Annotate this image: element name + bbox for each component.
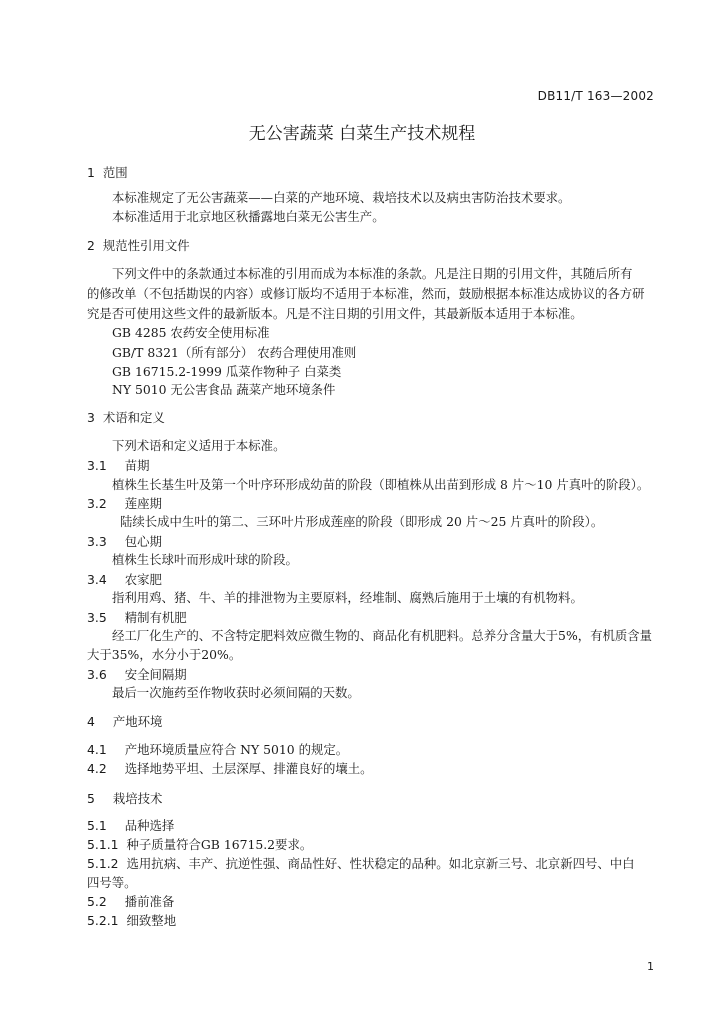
section-number: 2 xyxy=(87,238,95,253)
paragraph-line: 下列文件中的条款通过本标准的引用而成为本标准的条款。凡是注日期的引用文件，其随后所有 xyxy=(112,266,633,281)
term-title: 苗期 xyxy=(124,458,150,473)
section-1-heading xyxy=(87,163,658,183)
paragraph: 本标准规定了无公害蔬菜——白菜的产地环境、栽培技术以及病虫害防治技术要求。 xyxy=(112,190,571,205)
clause xyxy=(87,740,658,760)
section-title: 产地环境 xyxy=(112,714,163,729)
section-title: 范围 xyxy=(102,165,128,180)
term-title: 农家肥 xyxy=(124,572,162,587)
term-heading xyxy=(87,456,658,476)
clause-continuation: 四号等。 xyxy=(87,875,137,890)
clause-number: 5.2 xyxy=(87,894,107,909)
clause xyxy=(87,835,658,855)
reference-item: GB 16715.2-1999 瓜菜作物种子 白菜类 xyxy=(112,364,342,379)
clause xyxy=(87,759,658,779)
section-5-heading xyxy=(87,789,658,809)
section-number: 3 xyxy=(87,410,95,425)
paragraph: 下列术语和定义适用于本标准。 xyxy=(112,438,286,453)
clause-text: 选择地势平坦、土层深厚、排灌良好的壤土。 xyxy=(124,761,373,776)
term-definition: 指利用鸡、猪、牛、羊的排泄物为主要原料，经堆制、腐熟后施用于土壤的有机物料。 xyxy=(112,590,583,605)
term-number: 3.2 xyxy=(87,496,107,511)
term-heading xyxy=(87,532,658,552)
section-3-heading xyxy=(87,408,658,428)
clause-title: 播前准备 xyxy=(124,894,175,909)
term-definition-line: 经工厂化生产的、不含特定肥料效应微生物的、商品化有机肥料。总养分含量大于5%，有机质含量 xyxy=(112,628,653,643)
section-number: 1 xyxy=(87,165,95,180)
section-title: 规范性引用文件 xyxy=(102,238,190,253)
clause-number: 5.1.1 xyxy=(87,837,119,852)
term-title: 精制有机肥 xyxy=(124,610,187,625)
term-definition-line: 大于35%，水分小于20%。 xyxy=(87,647,242,662)
term-number: 3.6 xyxy=(87,667,107,682)
clause-title: 细致整地 xyxy=(126,913,177,928)
term-definition: 最后一次施药至作物收获时必须间隔的天数。 xyxy=(112,685,360,700)
clause-number: 5.2.1 xyxy=(87,913,119,928)
term-heading xyxy=(87,570,658,590)
paragraph-line: 的修改单（不包括勘误的内容）或修订版均不适用于本标准，然而，鼓励根据本标准达成协议的各方研 xyxy=(87,286,645,301)
clause-number: 5.1 xyxy=(87,818,107,833)
term-title: 包心期 xyxy=(124,534,162,549)
term-definition: 陆续长成中生叶的第二、三环叶片形成莲座的阶段（即形成 20 片～25 片真叶的阶段）。 xyxy=(120,514,604,529)
clause-text: 选用抗病、丰产、抗逆性强、商品性好、性状稳定的品种。如北京新三号、北京新四号、中白 xyxy=(126,856,635,871)
clause xyxy=(87,854,658,874)
term-heading xyxy=(87,665,658,685)
paragraph: 本标准适用于北京地区秋播露地白菜无公害生产。 xyxy=(112,209,385,224)
clause-text: 产地环境质量应符合 NY 5010 的规定。 xyxy=(124,742,349,757)
document-code: DB11/T 163—2002 xyxy=(537,89,654,103)
clause-heading xyxy=(87,911,658,931)
page-number: 1 xyxy=(647,960,654,973)
term-title: 莲座期 xyxy=(124,496,162,511)
term-title: 安全间隔期 xyxy=(124,667,187,682)
term-number: 3.4 xyxy=(87,572,107,587)
section-title: 术语和定义 xyxy=(102,410,165,425)
term-heading xyxy=(87,494,658,514)
clause-text: 种子质量符合GB 16715.2要求。 xyxy=(126,837,313,852)
paragraph-line: 究是否可使用这些文件的最新版本。凡是不注日期的引用文件，其最新版本适用于本标准。 xyxy=(87,306,583,321)
reference-item: GB/T 8321（所有部分） 农药合理使用准则 xyxy=(112,345,357,360)
clause-number: 4.2 xyxy=(87,761,107,776)
reference-item: NY 5010 无公害食品 蔬菜产地环境条件 xyxy=(112,382,336,397)
section-number: 5 xyxy=(87,791,95,806)
clause-number: 5.1.2 xyxy=(87,856,119,871)
term-definition: 植株生长基生叶及第一个叶序环形成幼苗的阶段（即植株从出苗到形成 8 片～10 片真叶的阶段）。 xyxy=(112,477,650,492)
clause-heading xyxy=(87,892,658,912)
clause-heading xyxy=(87,816,658,836)
term-number: 3.1 xyxy=(87,458,107,473)
section-4-heading xyxy=(87,712,658,732)
clause-title: 品种选择 xyxy=(124,818,175,833)
section-number: 4 xyxy=(87,714,95,729)
section-2-heading xyxy=(87,236,658,256)
section-title: 栽培技术 xyxy=(112,791,163,806)
term-number: 3.5 xyxy=(87,610,107,625)
clause-number: 4.1 xyxy=(87,742,107,757)
term-heading xyxy=(87,608,658,628)
document-title: 无公害蔬菜 白菜生产技术规程 xyxy=(248,124,476,144)
term-number: 3.3 xyxy=(87,534,107,549)
reference-item: GB 4285 农药安全使用标准 xyxy=(112,325,270,340)
term-definition: 植株生长球叶而形成叶球的阶段。 xyxy=(112,552,298,567)
